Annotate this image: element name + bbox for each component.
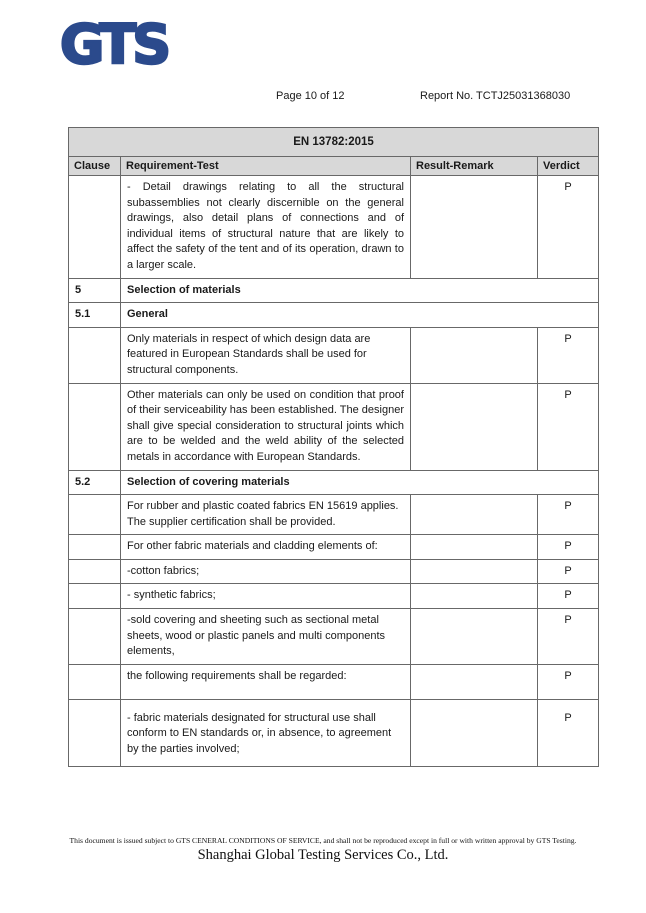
requirement-cell: -sold covering and sheeting such as sectional metal sheets, wood or plastic panels and multi components elements, [121,609,411,665]
report-number: Report No. TCTJ25031368030 [420,90,571,102]
verdict-cell: P [538,584,599,609]
verdict-cell: P [538,176,599,279]
requirement-row [69,176,599,279]
clause-cell [69,664,121,699]
column-header-clause: Clause [69,157,121,176]
requirement-cell: the following requirements shall be regarded: [121,664,411,699]
clause-cell [69,495,121,535]
clause-cell [69,584,121,609]
clause-cell [69,699,121,766]
gts-logo: GTS [60,13,168,76]
result-remark-cell [411,559,538,584]
clause-cell: 5 [69,278,121,303]
verdict-cell: P [538,559,599,584]
requirement-row [69,495,599,535]
requirement-row [69,559,599,584]
table-body [69,176,599,767]
table-title-row [69,128,599,157]
result-remark-cell [411,664,538,699]
verdict-cell: P [538,495,599,535]
requirement-cell: For rubber and plastic coated fabrics EN 15619 applies. The supplier certification shall be provided. [121,495,411,535]
requirement-cell: - Detail drawings relating to all the structural subassemblies not clearly discernible on the general drawings, also detail plans of connections and of individual items of structural nature that are likely to affect the safety of the tent and of its operation, drawn to a larger scale. [121,176,411,279]
clause-cell [69,383,121,470]
table-header-row [69,157,599,176]
verdict-cell: P [538,664,599,699]
clause-cell: 5.2 [69,470,121,495]
page-number: Page 10 of 12 [276,90,345,102]
requirement-cell: - synthetic fabrics; [121,584,411,609]
result-remark-cell [411,584,538,609]
result-remark-cell [411,535,538,560]
requirement-cell: Only materials in respect of which design data are featured in European Standards shall be used for structural components. [121,327,411,383]
requirement-row [69,327,599,383]
requirement-row [69,383,599,470]
section-title-cell: Selection of covering materials [121,470,599,495]
section-row [69,278,599,303]
requirement-cell: Other materials can only be used on condition that proof of their serviceability has been established. The designer shall give special consideration to structural joints which are to be welded and the weld ability of the selected metals in accordance with European Standards. [121,383,411,470]
result-remark-cell [411,609,538,665]
clause-cell [69,535,121,560]
section-row [69,470,599,495]
clause-cell [69,327,121,383]
result-remark-cell [411,699,538,766]
column-header-verdict: Verdict [538,157,599,176]
requirement-row [69,535,599,560]
clause-cell [69,559,121,584]
section-title-cell: General [121,303,599,328]
verdict-cell: P [538,699,599,766]
footer-company-name: Shanghai Global Testing Services Co., Ltd. [197,847,449,863]
result-remark-cell [411,176,538,279]
requirement-cell: For other fabric materials and cladding elements of: [121,535,411,560]
verdict-cell: P [538,383,599,470]
clause-cell [69,176,121,279]
result-remark-cell [411,383,538,470]
column-header-result: Result-Remark [411,157,538,176]
verdict-cell: P [538,327,599,383]
section-row [69,303,599,328]
requirement-cell: -cotton fabrics; [121,559,411,584]
column-header-requirement: Requirement-Test [121,157,411,176]
report-table [68,127,599,767]
page-footer [0,836,646,864]
requirement-row [69,664,599,699]
standard-title: EN 13782:2015 [69,128,599,157]
footer-disclaimer: This document is issued subject to GTS CENERAL CONDITIONS OF SERVICE, and shall not be reproduced except in full or with written approval by GTS Testing. [69,836,577,845]
requirement-row [69,609,599,665]
result-remark-cell [411,495,538,535]
requirement-row [69,584,599,609]
clause-cell: 5.1 [69,303,121,328]
section-title-cell: Selection of materials [121,278,599,303]
clause-cell [69,609,121,665]
requirement-cell: - fabric materials designated for structural use shall conform to EN standards or, in absence, to agreement by the parties involved; [121,699,411,766]
verdict-cell: P [538,535,599,560]
requirement-row [69,699,599,766]
result-remark-cell [411,327,538,383]
verdict-cell: P [538,609,599,665]
